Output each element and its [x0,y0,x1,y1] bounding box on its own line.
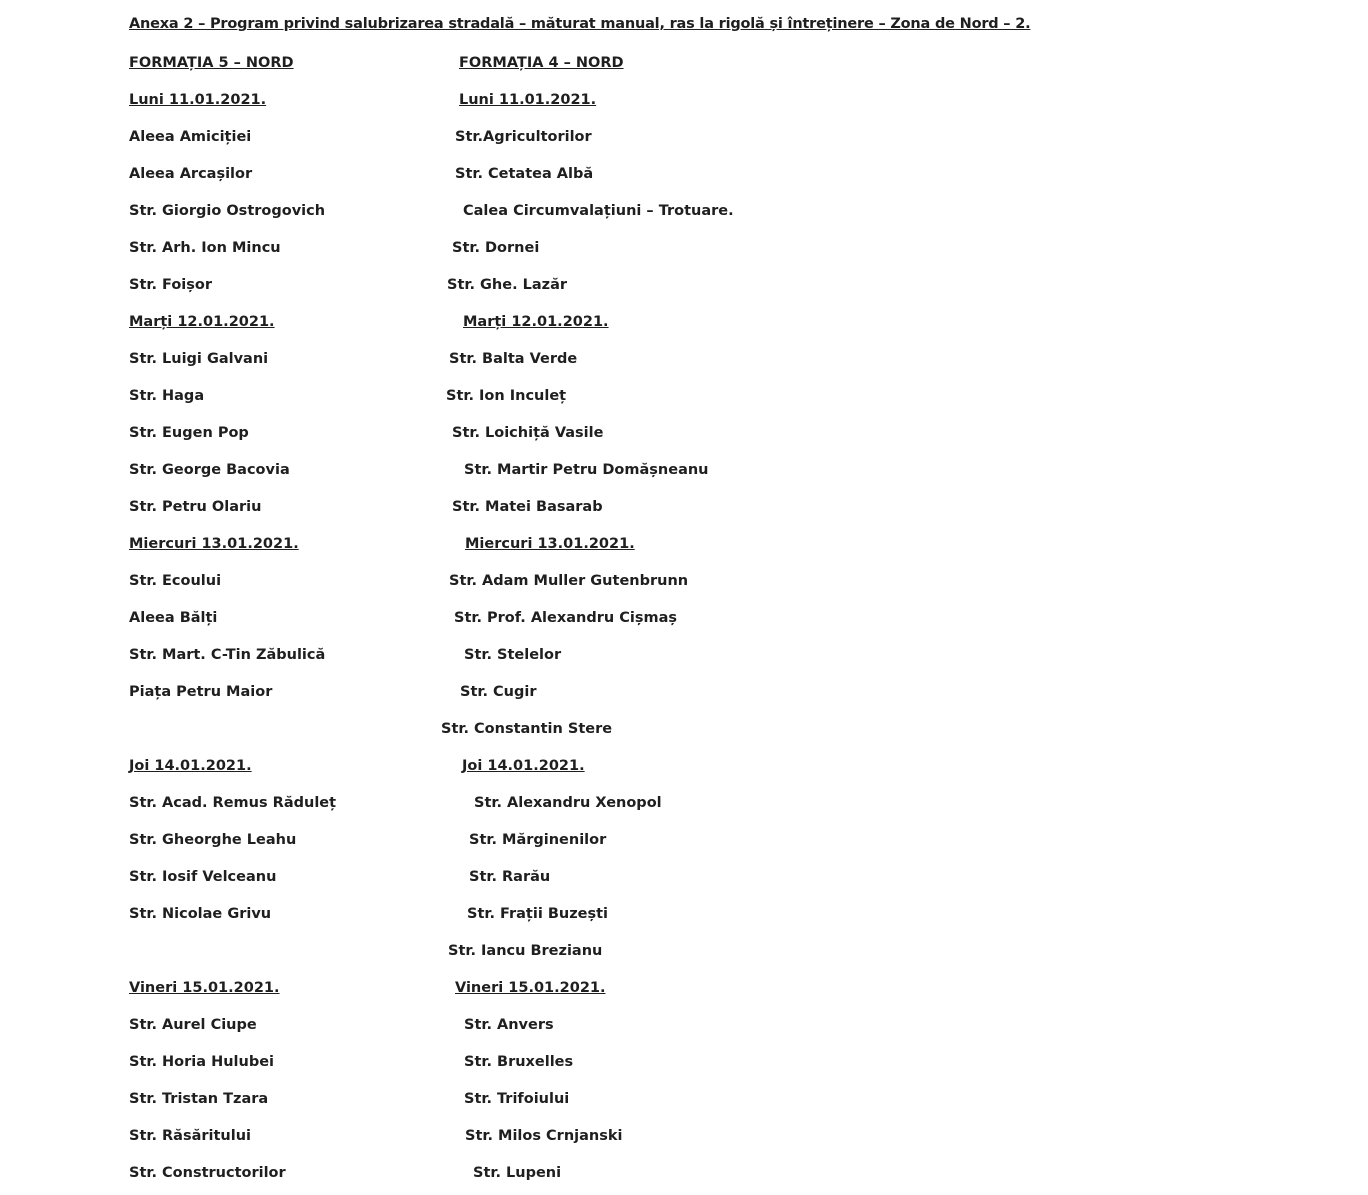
formatia-5-entry: Str. George Bacovia [129,462,290,478]
formatia-4-entry: Str. Anvers [464,1017,554,1033]
formatia-5-entry: Str. Acad. Remus Răduleț [129,795,337,811]
formatia-4-entry: Joi 14.01.2021. [462,758,585,774]
schedule-row [0,312,1368,332]
formatia-5-entry: Str. Haga [129,388,205,404]
schedule-row [0,941,1368,961]
schedule-row [0,682,1368,702]
formatia-5-entry: FORMAȚIA 5 – NORD [129,55,294,71]
schedule-row [0,756,1368,776]
formatia-5-entry: Str. Arh. Ion Mincu [129,240,281,256]
schedule-row [0,238,1368,258]
formatia-5-entry: Str. Constructorilor [129,1165,286,1181]
formatia-5-entry: Miercuri 13.01.2021. [129,536,299,552]
formatia-4-entry: Str. Prof. Alexandru Cișmaș [454,610,677,626]
formatia-4-entry: FORMAȚIA 4 – NORD [459,55,624,71]
formatia-4-entry: Str. Mărginenilor [469,832,607,848]
schedule-row [0,830,1368,850]
formatia-5-entry: Str. Gheorghe Leahu [129,832,297,848]
formatia-5-entry: Aleea Bălți [129,610,218,626]
formatia-5-entry: Piața Petru Maior [129,684,273,700]
schedule-row [0,1089,1368,1109]
formatia-4-entry: Luni 11.01.2021. [459,92,597,108]
formatia-5-entry: Str. Giorgio Ostrogovich [129,203,326,219]
formatia-4-entry: Str. Matei Basarab [452,499,603,515]
formatia-4-entry: Str. Ion Inculeț [446,388,567,404]
schedule-row [0,571,1368,591]
schedule-row [0,608,1368,628]
formatia-5-entry: Vineri 15.01.2021. [129,980,280,996]
schedule-row [0,904,1368,924]
formatia-5-entry: Str. Răsăritului [129,1128,252,1144]
schedule-row [0,53,1368,73]
formatia-4-entry: Str. Stelelor [464,647,562,663]
formatia-4-entry: Str. Dornei [452,240,540,256]
formatia-4-entry: Str. Trifoiului [464,1091,570,1107]
formatia-5-entry: Str. Mart. C-Tin Zăbulică [129,647,326,663]
formatia-4-entry: Str. Cetatea Albă [455,166,594,182]
schedule-row [0,793,1368,813]
formatia-4-entry: Str. Loichiță Vasile [452,425,604,441]
formatia-5-entry: Str. Tristan Tzara [129,1091,269,1107]
schedule-row [0,127,1368,147]
formatia-4-entry: Miercuri 13.01.2021. [465,536,635,552]
formatia-5-entry: Str. Petru Olariu [129,499,262,515]
formatia-4-entry: Str. Bruxelles [464,1054,574,1070]
schedule-row [0,497,1368,517]
formatia-4-entry: Str. Balta Verde [449,351,578,367]
schedule-row [0,201,1368,221]
schedule-row [0,1015,1368,1035]
schedule-row [0,1163,1368,1183]
formatia-5-entry: Str. Foișor [129,277,213,293]
formatia-5-entry: Str. Horia Hulubei [129,1054,274,1070]
schedule-row [0,534,1368,554]
formatia-4-entry: Calea Circumvalațiuni – Trotuare. [463,203,734,219]
formatia-5-entry: Luni 11.01.2021. [129,92,267,108]
formatia-4-entry: Str. Cugir [460,684,537,700]
formatia-5-entry: Str. Nicolae Grivu [129,906,272,922]
formatia-5-entry: Aleea Amiciției [129,129,252,145]
formatia-5-entry: Joi 14.01.2021. [129,758,252,774]
formatia-5-entry: Str. Iosif Velceanu [129,869,277,885]
formatia-4-entry: Str. Alexandru Xenopol [474,795,662,811]
formatia-4-entry: Str. Adam Muller Gutenbrunn [449,573,689,589]
formatia-4-entry: Str. Ghe. Lazăr [447,277,568,293]
schedule-row [0,1126,1368,1146]
formatia-5-entry: Str. Aurel Ciupe [129,1017,257,1033]
schedule-row [0,645,1368,665]
formatia-4-entry: Str. Constantin Stere [441,721,613,737]
formatia-4-entry: Str. Lupeni [473,1165,562,1181]
schedule-row [0,867,1368,887]
formatia-5-entry: Marți 12.01.2021. [129,314,275,330]
formatia-4-entry: Str.Agricultorilor [455,129,592,145]
formatia-4-entry: Str. Frații Buzești [467,906,609,922]
schedule-row [0,460,1368,480]
formatia-4-entry: Str. Martir Petru Domășneanu [464,462,709,478]
schedule-row [0,978,1368,998]
formatia-4-entry: Marți 12.01.2021. [463,314,609,330]
schedule-row [0,386,1368,406]
formatia-4-entry: Str. Milos Crnjanski [465,1128,623,1144]
formatia-5-entry: Str. Luigi Galvani [129,351,269,367]
schedule-row [0,90,1368,110]
schedule-row [0,349,1368,369]
formatia-5-entry: Str. Ecoului [129,573,222,589]
schedule-row [0,164,1368,184]
schedule-row [0,423,1368,443]
formatia-5-entry: Str. Eugen Pop [129,425,249,441]
schedule-row [0,275,1368,295]
formatia-4-entry: Str. Rarău [469,869,551,885]
schedule-row [0,719,1368,739]
document-title: Anexa 2 – Program privind salubrizarea stradală – măturat manual, ras la rigolă și întreținere – Zona de Nord – 2. [129,16,1031,32]
formatia-4-entry: Vineri 15.01.2021. [455,980,606,996]
formatia-5-entry: Aleea Arcașilor [129,166,253,182]
formatia-4-entry: Str. Iancu Brezianu [448,943,603,959]
schedule-row [0,1052,1368,1072]
